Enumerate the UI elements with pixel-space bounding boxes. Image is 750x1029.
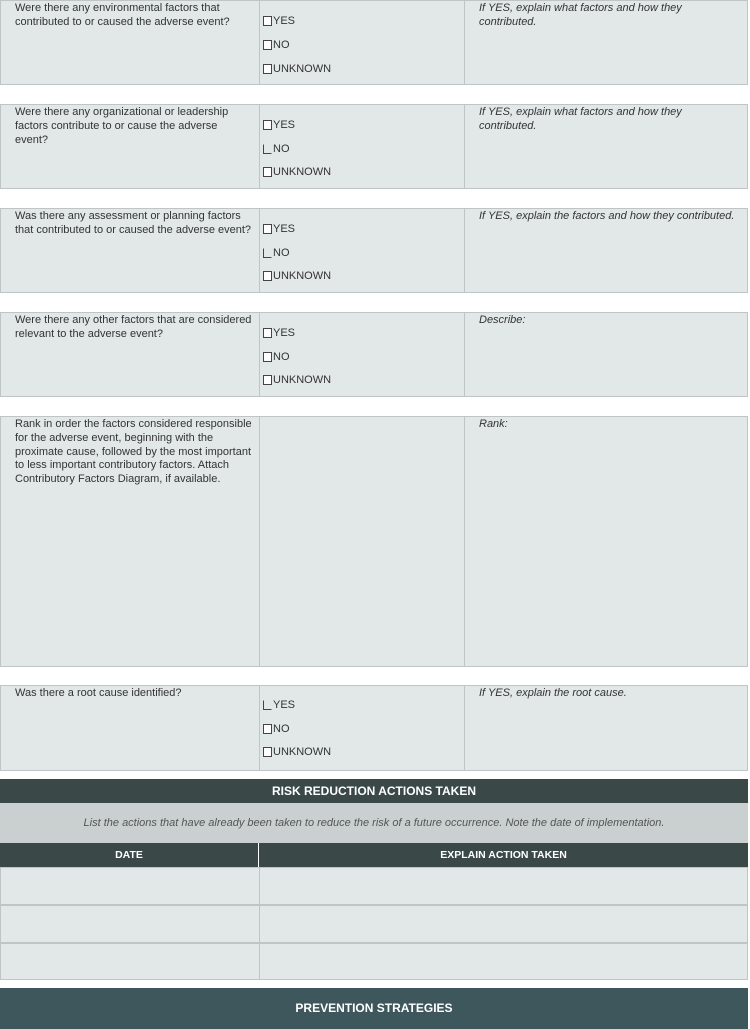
- no-label: NO: [273, 351, 290, 363]
- explain-cell[interactable]: [465, 209, 747, 292]
- no-checkbox[interactable]: [263, 723, 290, 735]
- prevention-section-header: PREVENTION STRATEGIES: [0, 988, 748, 1029]
- options-cell: [260, 1, 465, 84]
- rank-hint: Rank:: [479, 418, 508, 430]
- question-cell: [1, 686, 260, 770]
- hint-text: If YES, explain what factors and how they contributed.: [479, 106, 682, 132]
- question-block-other: [0, 312, 748, 397]
- rank-question-text: Rank in order the factors considered responsible for the adverse event, beginning with the proximate cause, followed by the most important to less important contributory factors. Attach Contributory Factors Diagram, if available.: [15, 418, 252, 486]
- question-cell: [1, 1, 260, 84]
- yes-label: YES: [273, 699, 296, 711]
- hint-text: Describe:: [479, 314, 526, 326]
- hint-text: If YES, explain the root cause.: [479, 687, 627, 699]
- unknown-label: UNKNOWN: [273, 746, 332, 758]
- unknown-label: UNKNOWN: [273, 270, 332, 282]
- question-block-assessment: [0, 208, 748, 293]
- table-row: [0, 905, 748, 943]
- yes-label: YES: [273, 327, 296, 339]
- yes-label: YES: [273, 15, 296, 27]
- yes-label: YES: [273, 223, 296, 235]
- unknown-checkbox[interactable]: [263, 63, 331, 75]
- question-block-organizational: [0, 104, 748, 189]
- yes-checkbox[interactable]: [263, 119, 295, 131]
- yes-checkbox[interactable]: [263, 327, 295, 339]
- options-cell: [260, 105, 465, 188]
- question-text: Were there any other factors that are considered relevant to the adverse event?: [15, 314, 252, 340]
- yes-checkbox[interactable]: [263, 223, 295, 235]
- date-cell[interactable]: [1, 906, 260, 942]
- explain-cell[interactable]: [465, 313, 747, 396]
- date-column-header: DATE: [0, 843, 258, 867]
- date-cell[interactable]: [1, 944, 260, 979]
- question-text: Was there a root cause identified?: [15, 687, 182, 699]
- root-cause-block: [0, 685, 748, 771]
- risk-section-header: RISK REDUCTION ACTIONS TAKEN: [0, 779, 748, 803]
- table-row: [0, 943, 748, 980]
- explain-cell[interactable]: [465, 686, 747, 770]
- unknown-checkbox[interactable]: [263, 166, 331, 178]
- no-checkbox[interactable]: [263, 247, 290, 259]
- unknown-label: UNKNOWN: [273, 374, 332, 386]
- no-label: NO: [273, 247, 290, 259]
- yes-checkbox[interactable]: [263, 699, 295, 711]
- action-column-header: EXPLAIN ACTION TAKEN: [259, 843, 748, 867]
- question-text: Were there any organizational or leadership factors contribute to or cause the adverse event?: [15, 106, 229, 146]
- date-cell[interactable]: [1, 868, 260, 904]
- table-row: [0, 867, 748, 905]
- question-text: Was there any assessment or planning factors that contributed to or caused the adverse event?: [15, 210, 252, 236]
- hint-text: If YES, explain the factors and how they contributed.: [479, 210, 735, 222]
- risk-section-note: List the actions that have already been taken to reduce the risk of a future occurrence. Note the date of implementation.: [0, 803, 748, 843]
- rank-block: [0, 416, 748, 667]
- no-label: NO: [273, 39, 290, 51]
- question-cell: [1, 313, 260, 396]
- explain-cell[interactable]: [465, 105, 747, 188]
- options-cell: [260, 313, 465, 396]
- no-checkbox[interactable]: [263, 143, 290, 155]
- question-cell: [1, 417, 260, 666]
- question-block-environmental: [0, 0, 748, 85]
- unknown-checkbox[interactable]: [263, 746, 331, 758]
- question-cell: [1, 105, 260, 188]
- unknown-label: UNKNOWN: [273, 166, 332, 178]
- unknown-checkbox[interactable]: [263, 270, 331, 282]
- unknown-checkbox[interactable]: [263, 374, 331, 386]
- hint-text: If YES, explain what factors and how they contributed.: [479, 2, 682, 28]
- no-checkbox[interactable]: [263, 39, 290, 51]
- explain-cell[interactable]: [465, 1, 747, 84]
- empty-cell[interactable]: [260, 417, 465, 666]
- no-label: NO: [273, 723, 290, 735]
- options-cell: [260, 209, 465, 292]
- unknown-label: UNKNOWN: [273, 63, 332, 75]
- no-checkbox[interactable]: [263, 351, 290, 363]
- rank-cell[interactable]: [465, 417, 747, 666]
- options-cell: [260, 686, 465, 770]
- question-cell: [1, 209, 260, 292]
- no-label: NO: [273, 143, 290, 155]
- yes-label: YES: [273, 119, 296, 131]
- question-text: Were there any environmental factors that contributed to or caused the adverse event?: [15, 2, 230, 28]
- yes-checkbox[interactable]: [263, 15, 295, 27]
